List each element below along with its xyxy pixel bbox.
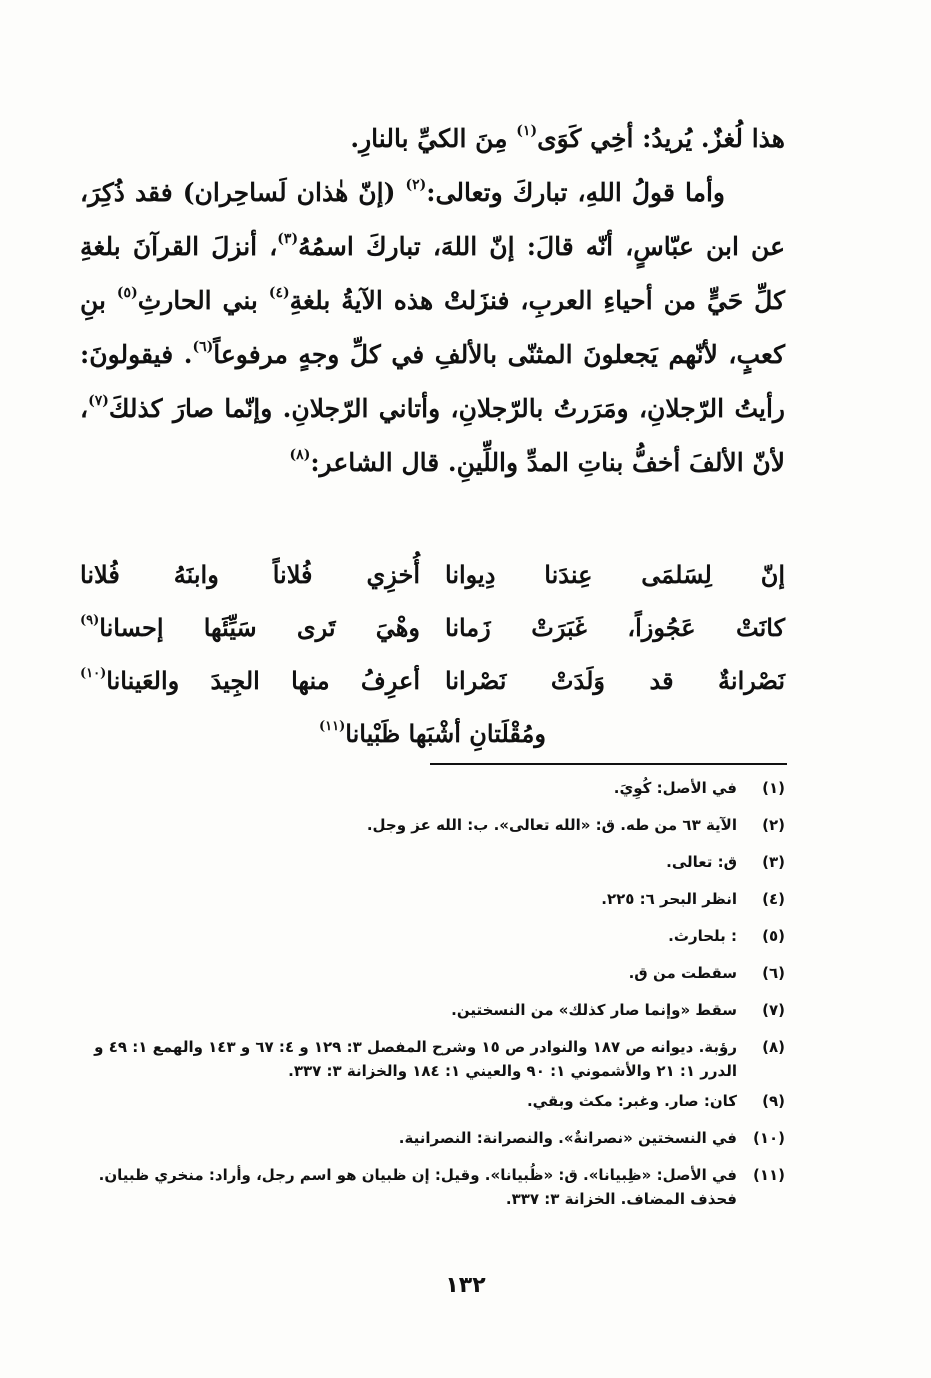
poem <box>80 548 785 760</box>
footnote-10 <box>80 1120 785 1157</box>
text: (إنّ هٰذان لَساحِران) فقد ذُكِرَ، عن ابن عبّاسٍ، أنّه قالَ: إنّ اللهَ، تباركَ اسمُهُ <box>80 178 785 261</box>
footnote-text: الآية ٦٣ من طه. ق: «الله تعالى». ب: الله عز وجل. <box>366 816 737 834</box>
hemistich-text: إنّ لِسَلمَى عِندَنا دِيوانا <box>445 560 785 589</box>
text: هذا لُغزٌ. يُريدُ: أخِي كَوَى <box>537 124 785 153</box>
hemistich-text: ومُقْلَتانِ أشْبَها ظَبْيانا <box>345 719 546 748</box>
footnote-2 <box>80 807 785 844</box>
hemistich-text: أُخزِي فُلاناً وابنَهُ فُلانا <box>80 560 420 589</box>
footnote-6 <box>80 955 785 992</box>
hemistich-text: نَصْرانةٌ قد وَلَدَتْ نَصْرانا <box>445 666 785 695</box>
footnote-number: (١) <box>762 779 785 797</box>
footnote-number: (١١) <box>752 1166 785 1184</box>
footnote-divider <box>430 763 787 765</box>
text: . فيقولونَ: رأيتُ الرّجلانِ، ومَرَرتُ بالرّجلانِ، وأتاني الرّجلانِ. وإنّما صارَ كذلكَ <box>80 340 785 423</box>
footnote-1 <box>80 770 785 807</box>
verse-1 <box>80 548 785 601</box>
hemistich-text: كانَتْ عَجُوزاً، غَبَرَتْ زَمانا <box>445 613 785 642</box>
hemistich-text: وهْيَ تَرى سَيِّئَها إحسانا <box>99 613 420 642</box>
footnote-ref-5: (٥) <box>116 285 138 301</box>
hemistich-second <box>80 601 420 654</box>
hemistich-first <box>445 654 785 707</box>
text: ، لأنّ الألفَ أخفُّ بناتِ المدِّ واللِّينِ. قال الشاعر: <box>80 394 785 477</box>
footnote-ref-8: (٨) <box>289 447 311 463</box>
hemistich-text: أعرِفُ منها الجِيدَ والعَينانا <box>106 666 420 695</box>
footnote-11 <box>80 1157 785 1211</box>
text: وأما قولُ اللهِ، تباركَ وتعالى: <box>426 178 725 207</box>
footnote-text: كان: صار. وغبر: مكث وبقي. <box>526 1092 737 1110</box>
hemistich-second <box>80 654 420 707</box>
paragraph-2 <box>80 166 785 490</box>
footnote-text: في النسختين «نصرانةٌ». والنصرانة: النصرانية. <box>398 1129 737 1147</box>
text: مِنَ الكيِّ بالنارِ. <box>350 124 517 153</box>
text: ، أنزلَ القرآنَ بلغةِ كلِّ حَيٍّ من أحياءِ العربِ، فنزَلتْ هذه الآيةُ بلغةِ <box>80 232 785 315</box>
footnote-number: (٧) <box>762 1001 785 1019</box>
footnote-number: (٨) <box>762 1038 785 1056</box>
footnotes <box>80 770 785 1211</box>
hemistich-second <box>80 548 420 601</box>
hemistich-single <box>319 707 546 760</box>
footnote-number: (٤) <box>762 890 785 908</box>
footnote-number: (٥) <box>762 927 785 945</box>
footnote-number: (٦) <box>762 964 785 982</box>
footnote-5 <box>80 918 785 955</box>
footnote-ref-11: (١١) <box>319 719 346 734</box>
footnote-ref-9: (٩) <box>80 613 100 628</box>
main-text <box>80 112 785 490</box>
footnote-ref-2: (٢) <box>405 177 427 193</box>
footnote-text: انظر البحر ٦: ٢٢٥. <box>601 890 737 908</box>
footnote-text: سقطت من ق. <box>628 964 737 982</box>
footnote-text: سقط «وإنما صار كذلك» من النسختين. <box>451 1001 737 1019</box>
footnote-ref-10: (١٠) <box>80 666 107 681</box>
text: بني الحارثِ <box>137 286 269 315</box>
paragraph-1 <box>80 112 785 166</box>
footnote-text: في الأصل: «ظِبيانا». ق: «ظُبيانا». وقيل: إن ظبيان هو اسم رجل، وأراد: منخري ظبيان. فحذف المضاف. الخزانة ٣: ٣٣٧. <box>98 1166 737 1208</box>
footnote-text: ق: تعالى. <box>666 853 737 871</box>
hemistich-first <box>445 548 785 601</box>
text: بنِ كعبٍ، لأنّهم يَجعلونَ المثنّى بالألفِ في كلِّ وجهٍ مرفوعاً <box>80 286 785 369</box>
footnote-8 <box>80 1029 785 1083</box>
footnote-ref-7: (٧) <box>88 393 109 409</box>
footnote-4 <box>80 881 785 918</box>
footnote-ref-3: (٣) <box>277 231 299 247</box>
hemistich-first <box>445 601 785 654</box>
footnote-3 <box>80 844 785 881</box>
footnote-number: (٢) <box>762 816 785 834</box>
verse-4 <box>80 707 785 760</box>
footnote-ref-4: (٤) <box>268 285 290 301</box>
footnote-text: : بلحارث. <box>668 927 737 945</box>
footnote-text: رؤبة. ديوانه ص ١٨٧ والنوادر ص ١٥ وشرح المفصل ٣: ١٢٩ و ٤: ٦٧ و ١٤٣ والهمع ١: ٤٩ و الدرر ١: ٢١ والأشموني ١: ٩٠ والعيني ١: ١٨٤ والخزانة ٣: ٣٣٧. <box>94 1038 737 1080</box>
page-number: ١٣٢ <box>445 1273 486 1298</box>
verse-3 <box>80 654 785 707</box>
footnote-number: (٣) <box>762 853 785 871</box>
footnote-number: (٩) <box>762 1092 785 1110</box>
footnote-ref-6: (٦) <box>192 339 214 355</box>
footnote-text: في الأصل: كُوِيَ. <box>613 779 737 797</box>
footnote-ref-1: (١) <box>516 123 538 139</box>
verse-2 <box>80 601 785 654</box>
footnote-number: (١٠) <box>752 1129 785 1147</box>
footnote-9 <box>80 1083 785 1120</box>
footnote-7 <box>80 992 785 1029</box>
